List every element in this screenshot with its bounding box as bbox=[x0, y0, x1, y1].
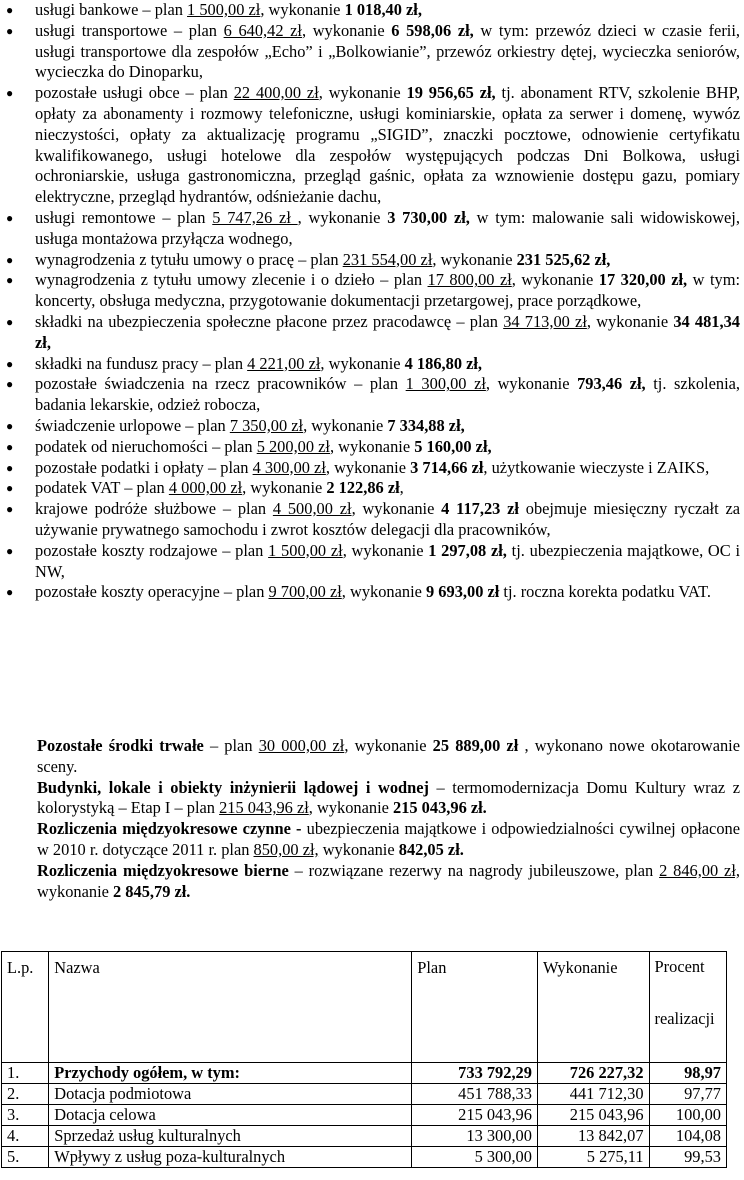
paragraph bbox=[0, 861, 744, 903]
paragraph-text: – termomodernizacja Domu Kultury wraz z kolorystyką – Etap I – plan bbox=[37, 777, 740, 818]
cell-wykonanie: 13 842,07 bbox=[537, 1126, 649, 1147]
item-value: 231 525,62 zł, bbox=[516, 249, 611, 269]
item-plan: 4 000,00 zł bbox=[168, 478, 243, 498]
header-plan: Plan bbox=[412, 952, 538, 1063]
item-value: 17 320,00 zł, bbox=[598, 270, 688, 290]
item-text: pozostałe koszty rodzajowe – plan bbox=[35, 540, 269, 560]
cell-lp: 4. bbox=[2, 1126, 49, 1147]
item-value: 4 186,80 zł, bbox=[404, 353, 483, 373]
item-text: , wykonanie bbox=[242, 478, 327, 498]
item-text: wynagrodzenia z tytułu umowy zlecenie i o dzieło – plan bbox=[35, 270, 428, 290]
bullet-icon: ● bbox=[6, 356, 14, 371]
paragraph bbox=[0, 819, 744, 861]
paragraph-text: , wykonano nowe okotarowanie sceny. bbox=[37, 736, 741, 776]
bullet-icon: ● bbox=[6, 481, 14, 496]
header-wykonanie: Wykonanie bbox=[537, 952, 649, 1063]
item-value: 9 693,00 zł bbox=[426, 582, 500, 602]
table-body bbox=[2, 1063, 727, 1168]
list-item bbox=[0, 437, 744, 458]
table-row bbox=[2, 1084, 727, 1105]
item-plan: 4 300,00 zł bbox=[252, 457, 326, 477]
list-item bbox=[0, 208, 744, 250]
table-row bbox=[2, 1063, 727, 1084]
item-text: , wykonanie bbox=[318, 83, 407, 103]
header-procent bbox=[649, 952, 726, 1063]
paragraph bbox=[0, 736, 744, 778]
paragraph-title: Budynki, lokale i obiekty inżynierii lądowej i wodnej bbox=[37, 777, 429, 797]
cell-lp: 5. bbox=[2, 1147, 49, 1168]
bullet-icon: ● bbox=[6, 585, 14, 600]
item-text: tj. ubezpieczenia majątkowe, OC i NW, bbox=[35, 540, 741, 581]
cell-plan-bold: 733 792,29 bbox=[458, 1063, 532, 1082]
list-item bbox=[0, 458, 744, 479]
item-text: składki na ubezpieczenia społeczne płacone przez pracodawcę – plan bbox=[35, 311, 504, 331]
item-text: , wykonanie bbox=[351, 499, 442, 519]
cell-procent: 97,77 bbox=[649, 1084, 726, 1105]
item-plan: 6 640,42 zł bbox=[223, 20, 302, 40]
item-text: , wykonanie bbox=[586, 311, 674, 331]
cell-name: Dotacja celowa bbox=[49, 1105, 412, 1126]
item-value: 6 598,06 zł, bbox=[391, 20, 474, 40]
paragraph-text: , wykonanie bbox=[308, 798, 393, 818]
list-item bbox=[0, 270, 744, 312]
item-text: pozostałe podatki i opłaty – plan bbox=[35, 457, 253, 477]
list-item bbox=[0, 83, 744, 208]
item-text: , wykonanie bbox=[329, 436, 415, 456]
item-text: tj. roczna korekta podatku VAT. bbox=[499, 582, 711, 602]
header-procent-line1: Procent bbox=[654, 957, 705, 976]
table-row bbox=[2, 1126, 727, 1147]
item-text: , wykonanie bbox=[341, 582, 427, 602]
item-text: , wykonanie bbox=[485, 374, 578, 394]
item-plan: 1 500,00 zł bbox=[268, 540, 343, 560]
cell-wykonanie: 215 043,96 bbox=[537, 1105, 649, 1126]
cell-procent: 99,53 bbox=[649, 1147, 726, 1168]
item-text: , wykonanie bbox=[511, 270, 599, 290]
item-text: , bbox=[399, 478, 404, 498]
list-item bbox=[0, 312, 744, 354]
item-text: , wykonanie bbox=[301, 20, 392, 40]
bullet-icon: ● bbox=[6, 439, 14, 454]
table-row bbox=[2, 1147, 727, 1168]
cell-plan: 215 043,96 bbox=[412, 1105, 538, 1126]
item-value: 2 122,86 zł bbox=[326, 478, 400, 498]
header-lp: L.p. bbox=[2, 952, 49, 1063]
list-item bbox=[0, 354, 744, 375]
cell-wykonanie-bold: 726 227,32 bbox=[569, 1063, 644, 1082]
cell-name: Sprzedaż usług kulturalnych bbox=[49, 1126, 412, 1147]
item-value: 793,46 zł, bbox=[577, 374, 646, 394]
list-item bbox=[0, 478, 744, 499]
item-plan: 34 713,00 zł bbox=[503, 311, 587, 331]
cell-lp: 1. bbox=[2, 1063, 49, 1084]
list-item bbox=[0, 541, 744, 583]
paragraph-value: 2 845,79 zł. bbox=[113, 881, 191, 901]
item-text: , wykonanie bbox=[297, 207, 388, 227]
bullet-icon: ● bbox=[6, 377, 14, 392]
item-text: w tym: koncerty, obsługa medyczna, przygotowanie dokumentacji przetargowej, prace porządkowe, bbox=[35, 270, 740, 311]
cell-procent-bold: 98,97 bbox=[684, 1063, 721, 1082]
paragraph-plan: 215 043,96 zł bbox=[219, 798, 309, 818]
cell-name-bold: Przychody ogółem, w tym: bbox=[54, 1063, 240, 1082]
item-text: składki na fundusz pracy – plan bbox=[35, 353, 248, 373]
item-plan: 1 300,00 zł bbox=[405, 374, 486, 394]
item-text: , wykonanie bbox=[320, 353, 405, 373]
paragraph-value: 215 043,96 zł. bbox=[393, 798, 487, 818]
list-item bbox=[0, 21, 744, 83]
cell-name: Dotacja podmiotowa bbox=[49, 1084, 412, 1105]
paragraph-text: – rozwiązane rezerwy na nagrody jubileuszowe, plan bbox=[288, 860, 660, 880]
item-text: usługi bankowe – plan bbox=[35, 0, 188, 19]
cell-procent bbox=[649, 1063, 726, 1084]
item-text: podatek VAT – plan bbox=[35, 478, 169, 498]
item-plan: 1 500,00 zł bbox=[187, 0, 261, 19]
item-plan: 5 200,00 zł bbox=[256, 436, 330, 456]
item-value: 3 730,00 zł, bbox=[387, 207, 470, 227]
item-text: , wykonanie bbox=[325, 457, 411, 477]
item-value: 1 018,40 zł, bbox=[344, 0, 422, 19]
item-value: 4 117,23 zł bbox=[441, 499, 519, 519]
cell-wykonanie bbox=[537, 1063, 649, 1084]
item-plan: 4 221,00 zł bbox=[247, 353, 321, 373]
item-text: świadczenie urlopowe – plan bbox=[35, 415, 230, 435]
item-text: , wykonanie bbox=[260, 0, 345, 19]
header-name: Nazwa bbox=[49, 952, 412, 1063]
cell-lp: 2. bbox=[2, 1084, 49, 1105]
cell-procent: 104,08 bbox=[649, 1126, 726, 1147]
item-text: obejmuje miesięczny ryczałt za używanie prywatnego samochodu i zwrot kosztów delegacji dla pracowników, bbox=[35, 499, 741, 539]
item-text: usługi remontowe – plan bbox=[35, 207, 213, 227]
item-text: w tym: malowanie sali widowiskowej, usługa montażowa przyłącza wodnego, bbox=[35, 207, 740, 248]
item-plan: 17 800,00 zł bbox=[427, 270, 512, 290]
list-item bbox=[0, 250, 744, 271]
cell-plan: 451 788,33 bbox=[412, 1084, 538, 1105]
paragraph-text: wykonanie bbox=[318, 839, 399, 859]
item-value: 3 714,66 zł bbox=[410, 457, 484, 477]
bullet-icon: ● bbox=[6, 273, 14, 288]
bullet-icon: ● bbox=[6, 210, 14, 225]
item-text: w tym: przewóz dzieci w czasie ferii, usługi transportowe dla zespołów „Echo” i „Bolkowianie”, przewóz orkiestry dętej, wycieczka seniorów, wycieczka do Dinoparku, bbox=[35, 20, 740, 82]
cell-wykonanie: 441 712,30 bbox=[537, 1084, 649, 1105]
header-procent-line2: realizacji bbox=[654, 1009, 715, 1028]
item-plan: 22 400,00 zł bbox=[233, 83, 319, 103]
table-row bbox=[2, 1105, 727, 1126]
bullet-icon: ● bbox=[6, 86, 14, 101]
list-item bbox=[0, 0, 744, 21]
bullet-icon: ● bbox=[6, 543, 14, 558]
bullet-icon: ● bbox=[6, 418, 14, 433]
paragraph-text: ubezpieczenia majątkowe i odpowiedzialności cywilnej opłacone w 2010 r. dotyczące 2011 r. plan bbox=[37, 819, 740, 859]
cell-procent: 100,00 bbox=[649, 1105, 726, 1126]
item-value: 7 334,88 zł, bbox=[387, 415, 465, 435]
item-plan: 231 554,00 zł bbox=[342, 249, 433, 269]
item-text: wynagrodzenia z tytułu umowy o pracę – plan bbox=[35, 249, 343, 269]
bullet-icon: ● bbox=[6, 460, 14, 475]
item-text: , wykonanie bbox=[342, 540, 429, 560]
item-text: krajowe podróże służbowe – plan bbox=[35, 499, 273, 519]
item-plan: 5 747,26 zł bbox=[212, 207, 298, 227]
item-text: tj. szkolenia, badania lekarskie, odzież robocza, bbox=[35, 374, 741, 415]
paragraph-text: wykonanie bbox=[37, 881, 114, 901]
item-text: usługi transportowe – plan bbox=[35, 20, 224, 40]
item-text: pozostałe usługi obce – plan bbox=[35, 83, 234, 103]
bullet-icon: ● bbox=[6, 314, 14, 329]
bullet-icon: ● bbox=[6, 3, 14, 17]
cell-name: Wpływy z usług poza-kulturalnych bbox=[49, 1147, 412, 1168]
table-header-row bbox=[2, 952, 727, 1063]
bullet-icon: ● bbox=[6, 502, 14, 517]
bullet-icon: ● bbox=[6, 252, 14, 267]
cell-wykonanie: 5 275,11 bbox=[537, 1147, 649, 1168]
asset-paragraphs bbox=[0, 736, 744, 902]
item-text: pozostałe świadczenia na rzecz pracowników – plan bbox=[35, 374, 406, 394]
item-value: 19 956,65 zł, bbox=[406, 83, 496, 103]
cell-name bbox=[49, 1063, 412, 1084]
list-item bbox=[0, 416, 744, 437]
list-item bbox=[0, 374, 744, 416]
paragraph-text: – plan bbox=[203, 736, 259, 755]
item-value: 1 297,08 zł, bbox=[428, 540, 507, 560]
item-text: podatek od nieruchomości – plan bbox=[35, 436, 257, 456]
bullet-icon: ● bbox=[6, 23, 14, 38]
paragraph-value: 842,05 zł. bbox=[398, 839, 464, 859]
cell-plan bbox=[412, 1063, 538, 1084]
paragraph-title: Rozliczenia międzyokresowe czynne - bbox=[37, 819, 302, 839]
item-value: 34 481,34 zł, bbox=[35, 311, 740, 352]
item-text: , wykonanie bbox=[432, 249, 517, 269]
paragraph-plan: 850,00 zł, bbox=[253, 839, 319, 859]
cell-plan: 5 300,00 bbox=[412, 1147, 538, 1168]
cell-plan: 13 300,00 bbox=[412, 1126, 538, 1147]
item-value: 5 160,00 zł, bbox=[414, 436, 492, 456]
list-item bbox=[0, 582, 744, 603]
list-item bbox=[0, 499, 744, 541]
item-plan: 9 700,00 zł bbox=[268, 582, 342, 602]
paragraph-plan: 2 846,00 zł, bbox=[659, 860, 740, 880]
item-plan: 7 350,00 zł bbox=[229, 415, 304, 435]
item-plan: 4 500,00 zł bbox=[272, 499, 352, 519]
paragraph-title: Pozostałe środki trwałe bbox=[37, 736, 204, 755]
paragraph bbox=[0, 778, 744, 820]
item-text: , wykonanie bbox=[303, 415, 388, 435]
cell-lp: 3. bbox=[2, 1105, 49, 1126]
paragraph-plan: 30 000,00 zł bbox=[258, 736, 345, 755]
paragraph-text: , wykonanie bbox=[344, 736, 433, 755]
paragraph-title: Rozliczenia międzyokresowe bierne bbox=[37, 860, 289, 880]
item-text: tj. abonament RTV, szkolenie BHP, opłaty za abonamenty i rozmowy telefoniczne, usługi kominiarskie, opłata za serwer i domenę, wywóz nieczystości, opłaty za aktualizację programu „SIGID”, znaczki pocztowe, odnowienie certyfikatu kwalifikowanego, usługi hotelowe dla zespołów występujących podczas Dni Bolkowa, usługi ochroniarskie, usługa gastronomiczna, przegląd gaśnic, opłata za wznowienie dostępu gazu, pomiary elektryczne, przegląd hydrantów, odśnieżanie dachu, bbox=[35, 83, 740, 207]
revenue-table bbox=[1, 951, 727, 1168]
item-text: , użytkowanie wieczyste i ZAIKS, bbox=[483, 457, 710, 477]
item-text: pozostałe koszty operacyjne – plan bbox=[35, 582, 269, 602]
paragraph-value: 25 889,00 zł bbox=[432, 736, 519, 755]
